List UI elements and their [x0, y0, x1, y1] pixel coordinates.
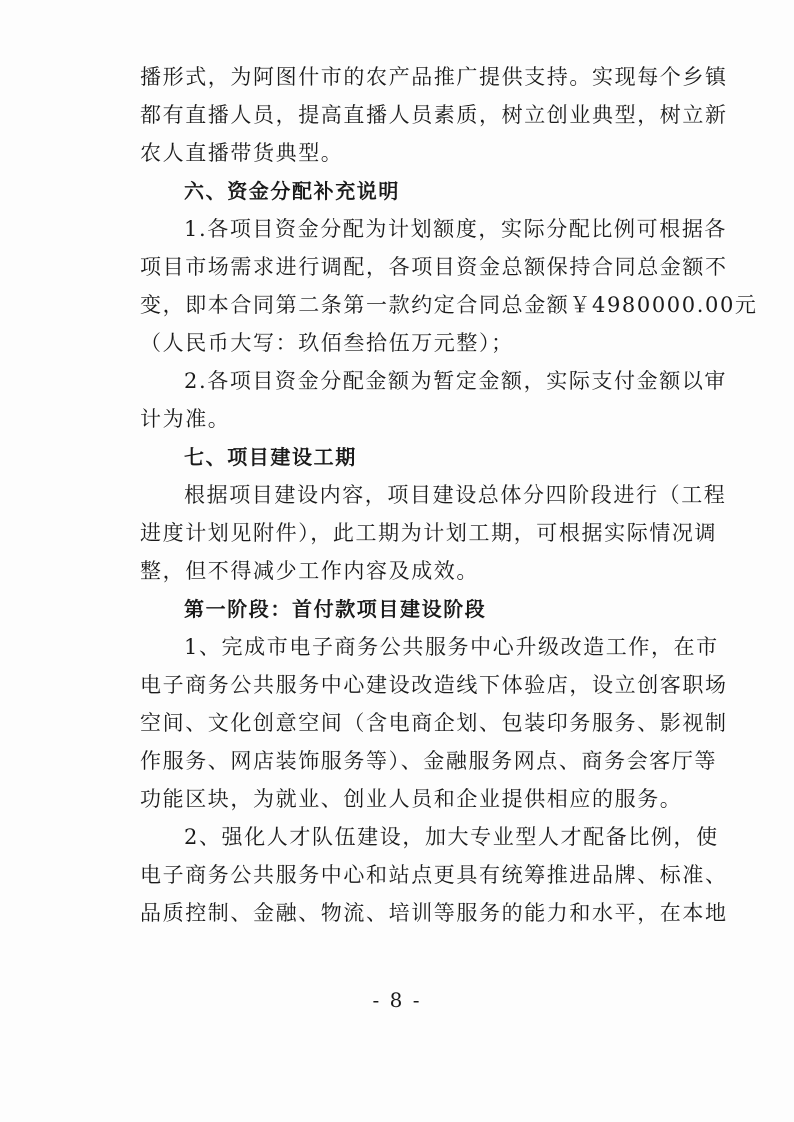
- text-line: 播形式，为阿图什市的农产品推广提供支持。实现每个乡镇: [140, 65, 728, 89]
- text-line: 农人直播带货典型。: [140, 141, 344, 165]
- text-line: 1、完成市电子商务公共服务中心升级改造工作，在市: [184, 635, 719, 659]
- text-line: 电子商务公共服务中心和站点更具有统筹推进品牌、标准、: [140, 863, 728, 887]
- text-line: 空间、文化创意空间（含电商企划、包装印务服务、影视制: [140, 711, 728, 735]
- section-heading: 七、项目建设工期: [184, 445, 357, 469]
- text-line: 整，但不得减少工作内容及成效。: [140, 559, 479, 583]
- text-line: 功能区块，为就业、创业人员和企业提供相应的服务。: [140, 787, 683, 811]
- section-heading: 六、资金分配补充说明: [184, 179, 400, 203]
- text-line: （人民币大写：玖佰叁拾伍万元整）；: [140, 331, 514, 355]
- page-number: - 8 -: [372, 988, 422, 1012]
- text-line: 品质控制、金融、物流、培训等服务的能力和水平，在本地: [140, 901, 728, 925]
- text-line: 1.各项目资金分配为计划额度，实际分配比例可根据各: [184, 217, 728, 241]
- text-line: 作服务、网店装饰服务等）、金融服务网点、商务会客厅等: [140, 749, 718, 773]
- text-line: 都有直播人员，提高直播人员素质，树立创业典型，树立新: [140, 103, 728, 127]
- text-line: 计为准。: [140, 407, 231, 431]
- text-line: 2、强化人才队伍建设，加大专业型人才配备比例，使: [184, 825, 719, 849]
- text-line: 根据项目建设内容，项目建设总体分四阶段进行（工程: [184, 483, 727, 507]
- text-line: 进度计划见附件），此工期为计划工期，可根据实际情况调: [140, 521, 718, 545]
- text-line: 项目市场需求进行调配，各项目资金总额保持合同总金额不: [140, 255, 728, 279]
- text-line: 2.各项目资金分配金额为暂定金额，实际支付金额以审: [184, 369, 728, 393]
- text-line: 变，即本合同第二条第一款约定合同总金额￥4980000.00元: [140, 293, 758, 317]
- document-body: [140, 58, 758, 932]
- stage-heading: 第一阶段：首付款项目建设阶段: [184, 597, 487, 621]
- text-line: 电子商务公共服务中心建设改造线下体验店，设立创客职场: [140, 673, 728, 697]
